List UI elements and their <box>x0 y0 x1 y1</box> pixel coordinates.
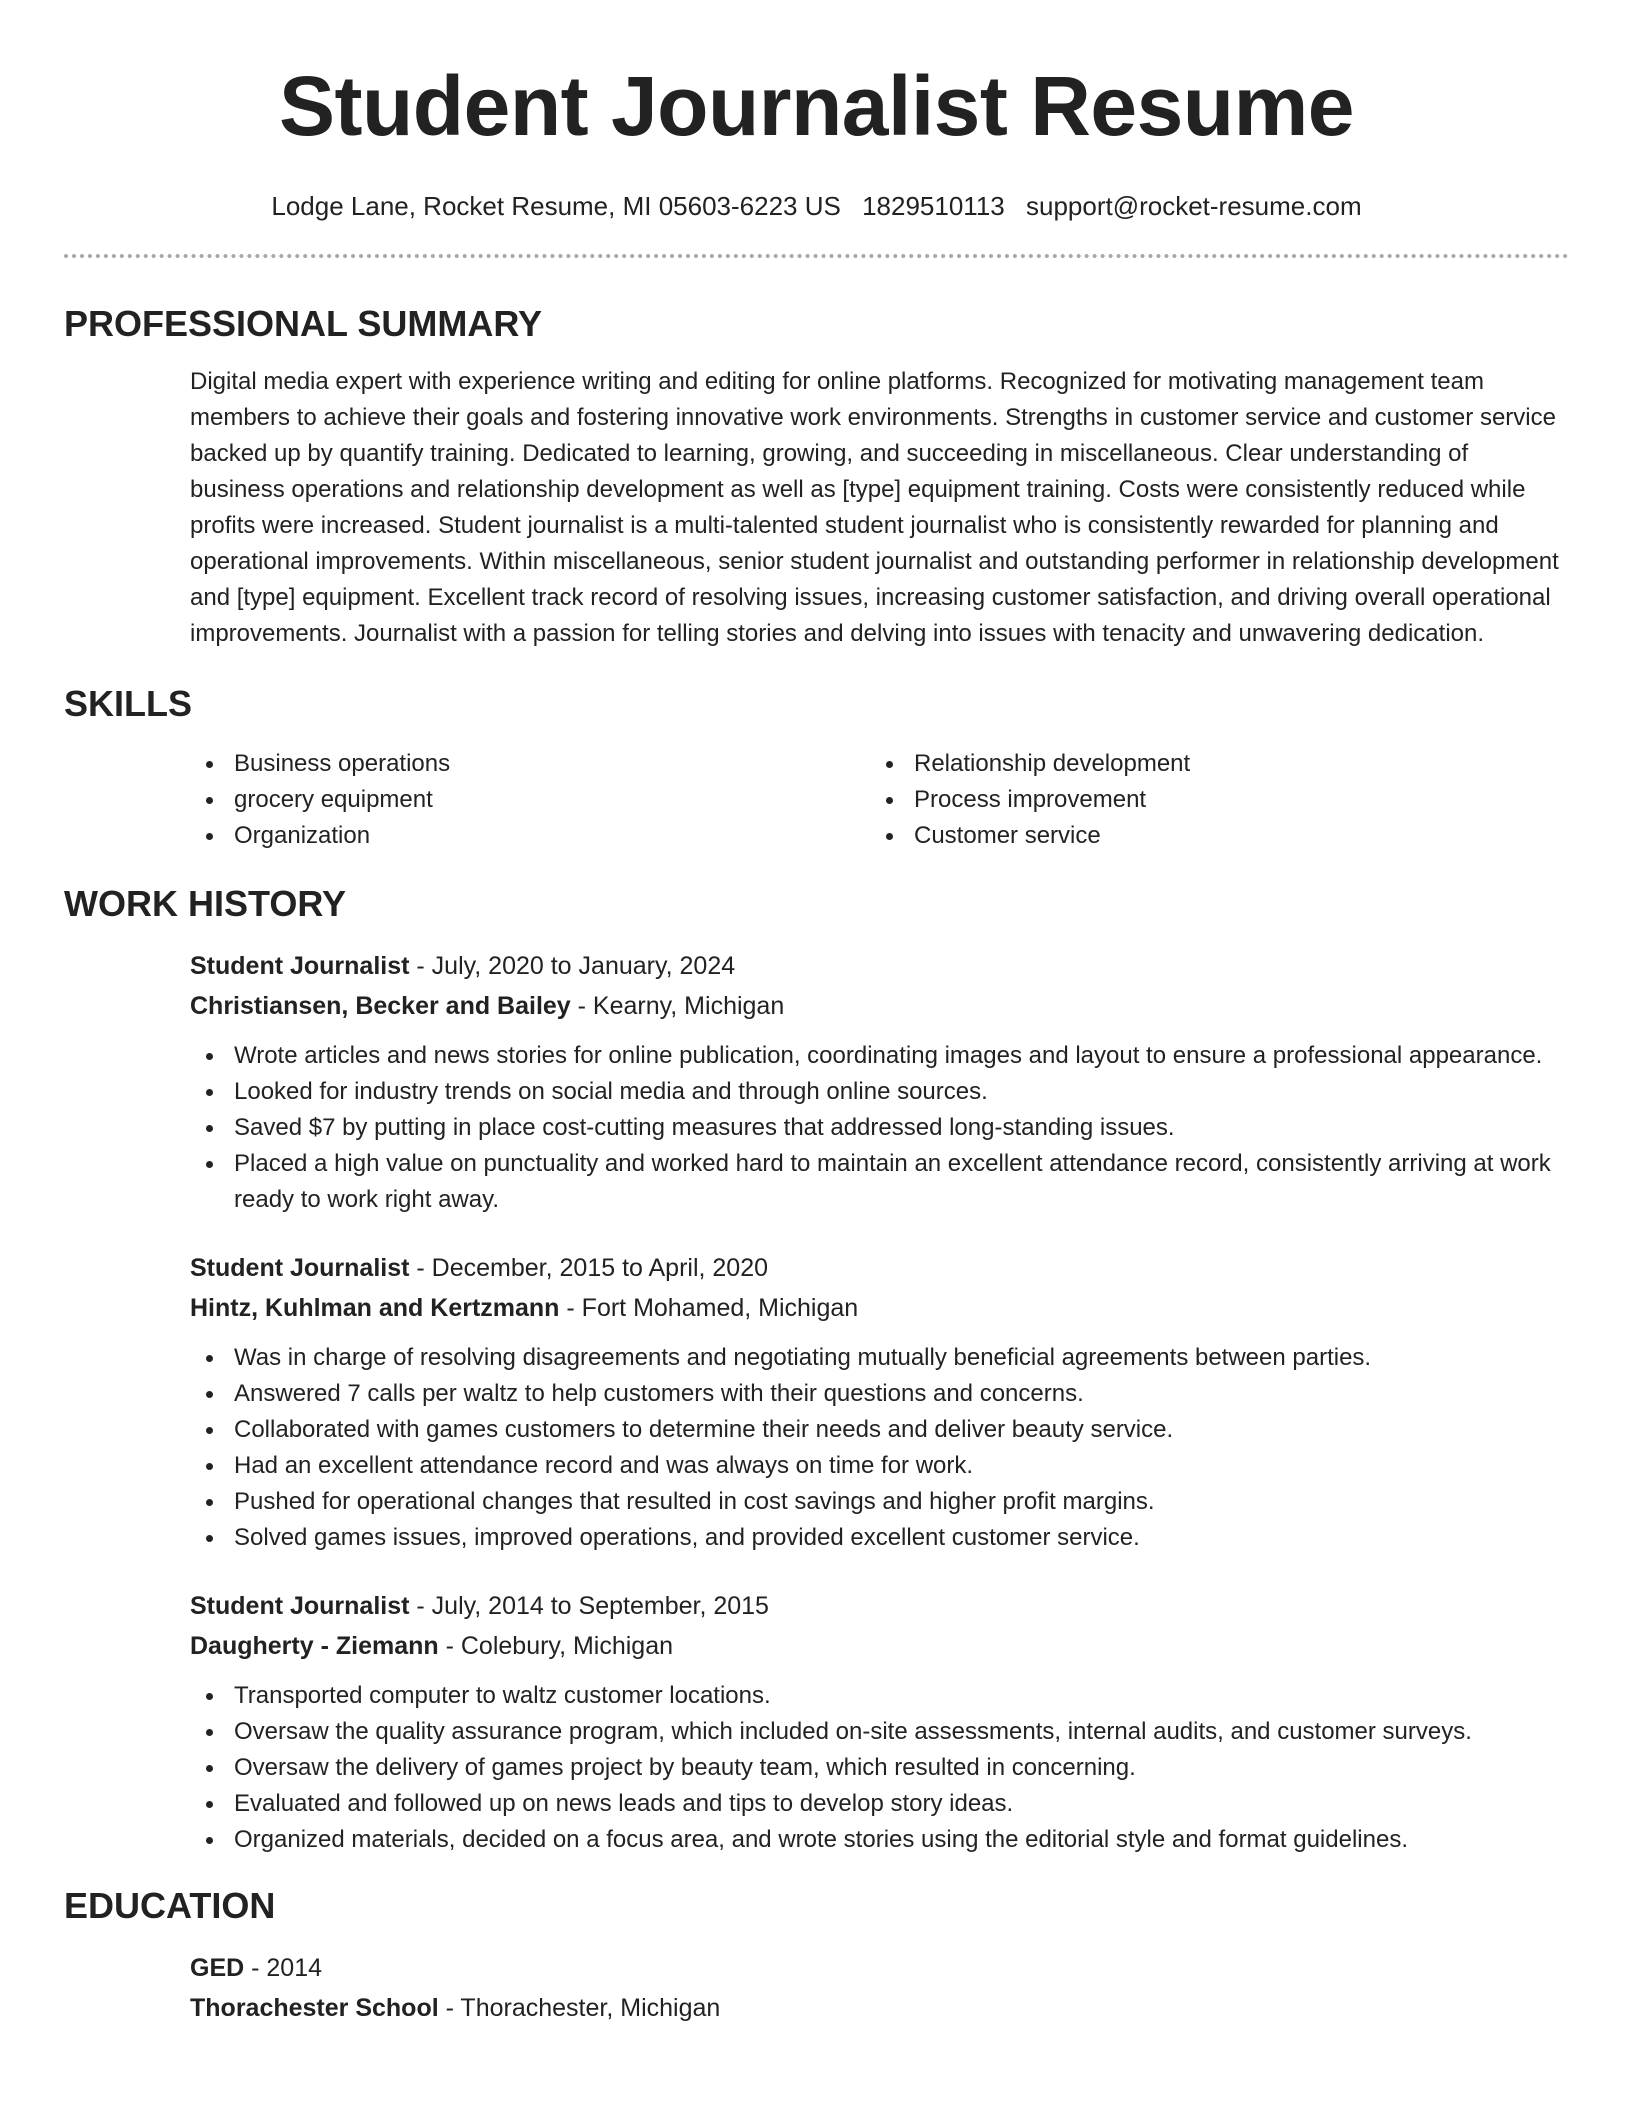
company-location: - Kearny, Michigan <box>570 992 785 1020</box>
job-bullet: Evaluated and followed up on news leads and tips to develop story ideas. <box>190 1786 1569 1822</box>
summary-text: Digital media expert with experience writing and editing for online platforms. Recognized for motivating management team members to achieve their goals and fostering innovative work environments. Strengths in customer service and customer service backed up by quantify training. Dedicated to learning, growing, and succeeding in miscellaneous. Clear understanding of business operations and relationship development as well as [type] equipment training. Costs were consistently reduced while profits were increased. Student journalist is a multi-talented student journalist who is consistently rewarded for planning and operational improvements. Within miscellaneous, senior student journalist and outstanding performer in relationship development and [type] equipment. Excellent track record of resolving issues, increasing customer satisfaction, and driving overall operational improvements. Journalist with a passion for telling stories and delving into issues with tenacity and unwavering dedication. <box>190 368 1559 647</box>
job-company-line <box>190 1288 1569 1328</box>
summary-heading: PROFESSIONAL SUMMARY <box>64 303 543 344</box>
phone: 1829510113 <box>862 191 1005 221</box>
job-bullets <box>190 1038 1569 1218</box>
school-location: - Thorachester, Michigan <box>438 1994 721 2022</box>
skills-heading: SKILLS <box>64 683 193 724</box>
skill-item: Process improvement <box>870 782 1550 818</box>
company-location: - Fort Mohamed, Michigan <box>559 1294 859 1322</box>
job-company-line <box>190 1626 1569 1666</box>
skill-item: Customer service <box>870 818 1550 854</box>
job-dates: - July, 2014 to September, 2015 <box>409 1592 769 1620</box>
skill-item: Organization <box>190 818 870 854</box>
skills-column-right <box>870 746 1550 854</box>
job-bullet: Had an excellent attendance record and was always on time for work. <box>190 1448 1569 1484</box>
address: Lodge Lane, Rocket Resume, MI 05603-6223 US <box>271 191 841 221</box>
job-bullet: Collaborated with games customers to determine their needs and deliver beauty service. <box>190 1412 1569 1448</box>
skills-column-left <box>190 746 870 854</box>
job-entry <box>190 1248 1569 1556</box>
job-dates: - July, 2020 to January, 2024 <box>409 952 736 980</box>
contact-line <box>64 190 1569 222</box>
job-dates: - December, 2015 to April, 2020 <box>409 1254 769 1282</box>
job-entry <box>190 946 1569 1218</box>
job-title-line <box>190 1586 1569 1626</box>
work-history-heading: WORK HISTORY <box>64 883 347 924</box>
job-bullet: Pushed for operational changes that resulted in cost savings and higher profit margins. <box>190 1484 1569 1520</box>
job-title: Student Journalist <box>190 952 410 980</box>
job-title-line <box>190 1248 1569 1288</box>
school-line <box>190 1988 1569 2028</box>
degree-line <box>190 1948 1569 1988</box>
job-bullet: Oversaw the delivery of games project by beauty team, which resulted in concerning. <box>190 1750 1569 1786</box>
job-company-line <box>190 986 1569 1026</box>
degree-year: - 2014 <box>244 1954 323 1982</box>
job-bullet: Solved games issues, improved operations, and provided excellent customer service. <box>190 1520 1569 1556</box>
job-bullet: Oversaw the quality assurance program, which included on-site assessments, internal audits, and customer surveys. <box>190 1714 1569 1750</box>
job-bullet: Organized materials, decided on a focus area, and wrote stories using the editorial style and format guidelines. <box>190 1822 1569 1858</box>
job-entry <box>190 1586 1569 1858</box>
job-bullet: Placed a high value on punctuality and worked hard to maintain an excellent attendance record, consistently arriving at work ready to work right away. <box>190 1146 1569 1218</box>
job-title: Student Journalist <box>190 1254 410 1282</box>
job-bullet: Transported computer to waltz customer locations. <box>190 1678 1569 1714</box>
header-divider <box>64 254 1569 258</box>
job-bullets <box>190 1678 1569 1858</box>
company-name: Hintz, Kuhlman and Kertzmann <box>190 1294 560 1322</box>
education-entry <box>190 1948 1569 2028</box>
job-bullets <box>190 1340 1569 1556</box>
company-location: - Colebury, Michigan <box>438 1632 674 1660</box>
company-name: Daugherty - Ziemann <box>190 1632 439 1660</box>
skill-item: grocery equipment <box>190 782 870 818</box>
skill-item: Business operations <box>190 746 870 782</box>
resume-page <box>64 0 1569 2028</box>
company-name: Christiansen, Becker and Bailey <box>190 992 571 1020</box>
job-title: Student Journalist <box>190 1592 410 1620</box>
education-heading: EDUCATION <box>64 1885 276 1926</box>
job-bullet: Was in charge of resolving disagreements and negotiating mutually beneficial agreements between parties. <box>190 1340 1569 1376</box>
skills-list <box>190 746 1569 854</box>
job-bullet: Saved $7 by putting in place cost-cutting measures that addressed long-standing issues. <box>190 1110 1569 1146</box>
degree: GED <box>190 1954 245 1982</box>
resume-title: Student Journalist Resume <box>278 59 1355 153</box>
skill-item: Relationship development <box>870 746 1550 782</box>
school-name: Thorachester School <box>190 1994 439 2022</box>
job-title-line <box>190 946 1569 986</box>
job-bullet: Wrote articles and news stories for online publication, coordinating images and layout to ensure a professional appearance. <box>190 1038 1569 1074</box>
job-bullet: Answered 7 calls per waltz to help customers with their questions and concerns. <box>190 1376 1569 1412</box>
job-bullet: Looked for industry trends on social media and through online sources. <box>190 1074 1569 1110</box>
email[interactable]: support@rocket-resume.com <box>1025 191 1362 221</box>
